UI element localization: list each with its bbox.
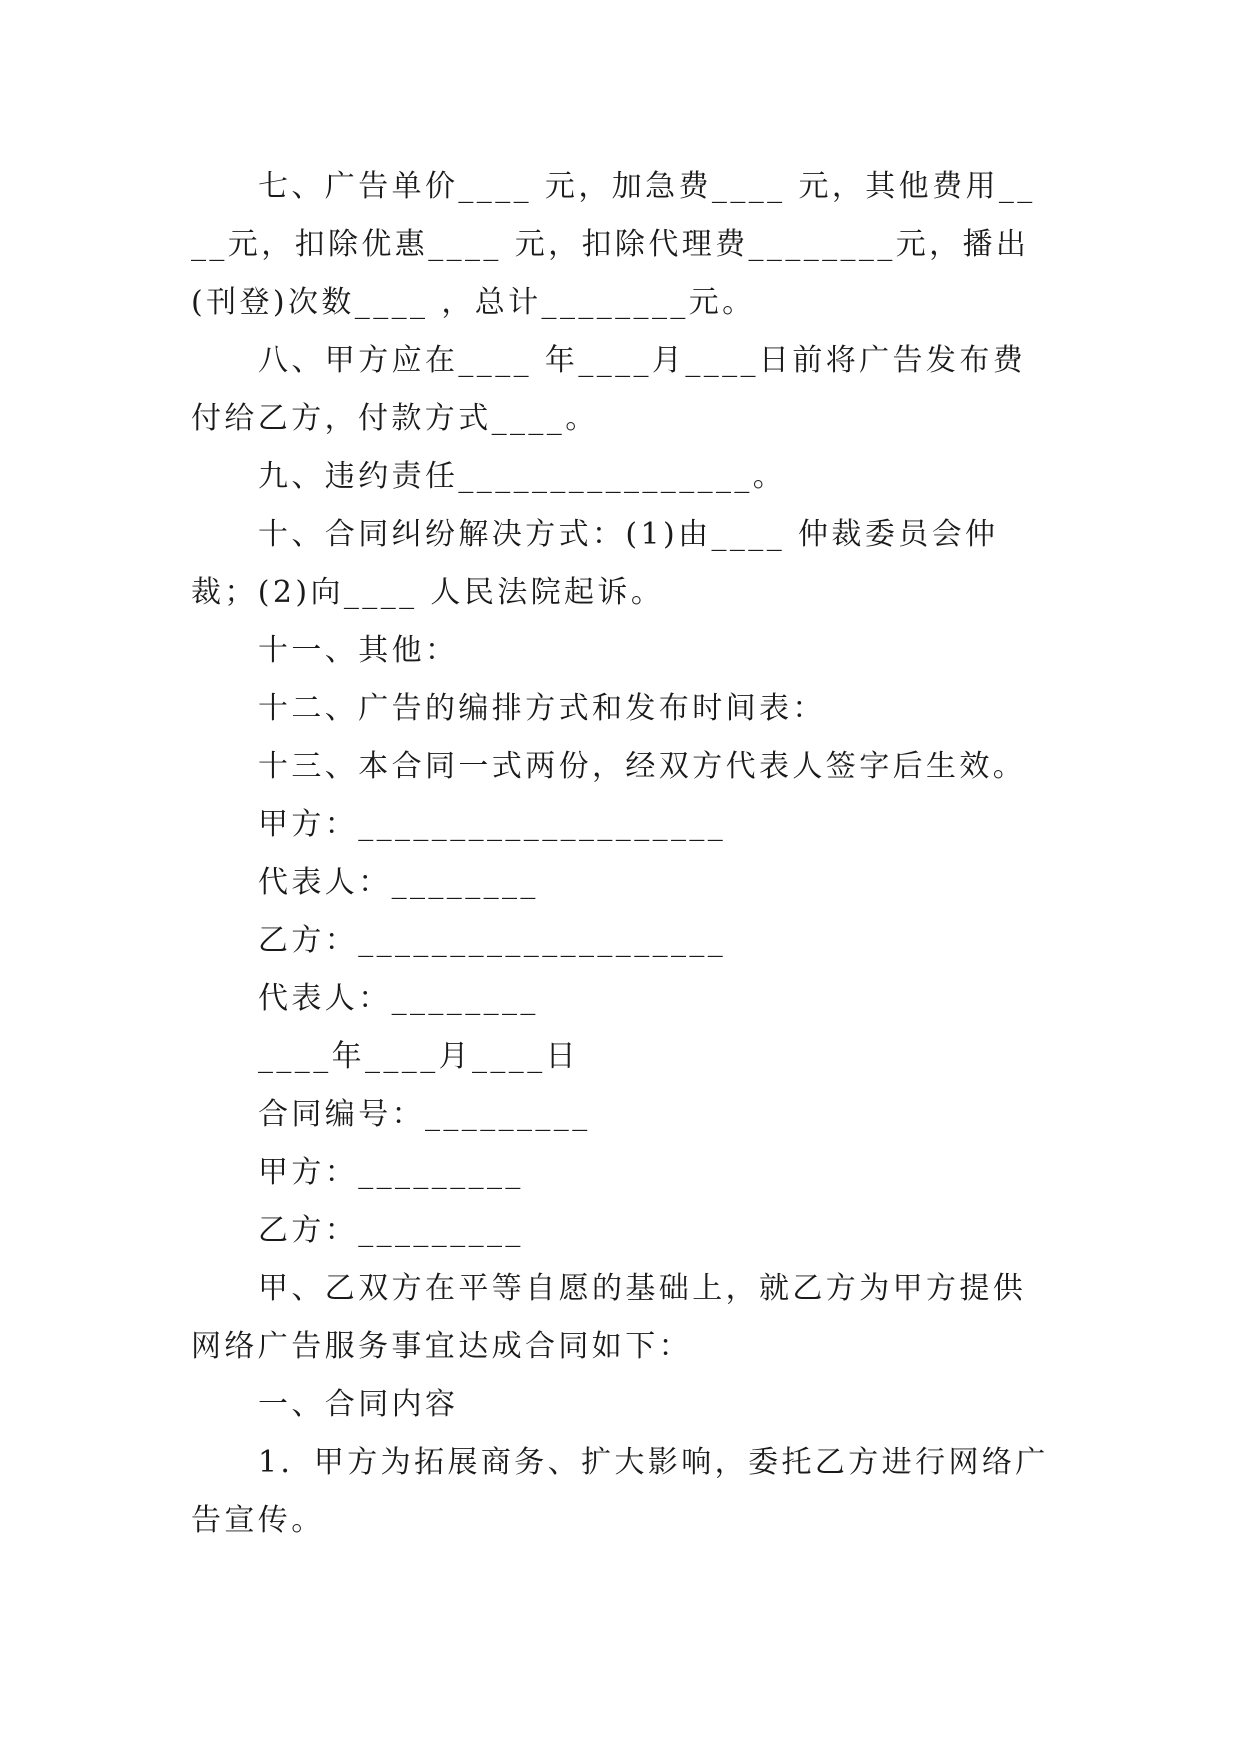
clause-8-payment: 八、甲方应在____ 年____月____日前将广告发布费付给乙方，付款方式____。 (191, 343, 1027, 436)
contract-text (191, 158, 1051, 1550)
clause-10-disputes: 十、合同纠纷解决方式：(1)由____ 仲裁委员会仲裁；(2)向____ 人民法院起诉。 (191, 517, 999, 610)
section-1-item-1: 1．甲方为拓展商务、扩大影响，委托乙方进行网络广告宣传。 (191, 1445, 1049, 1538)
second-party-b-line: 乙方：_________ (258, 1213, 524, 1248)
party-b-representative-line: 代表人：________ (258, 981, 539, 1016)
clause-11-other: 十一、其他： (258, 633, 459, 668)
party-a-line: 甲方：____________________ (258, 807, 727, 842)
party-b-line: 乙方：____________________ (258, 923, 727, 958)
contract-number-line: 合同编号：_________ (258, 1097, 591, 1132)
signing-date-line: ____年____月____日 (258, 1039, 579, 1074)
section-1-heading: 一、合同内容 (258, 1387, 459, 1422)
preamble: 甲、乙双方在平等自愿的基础上，就乙方为甲方提供网络广告服务事宜达成合同如下： (191, 1271, 1027, 1364)
clause-7-fees: 七、广告单价____ 元，加急费____ 元，其他费用____元，扣除优惠____ 元，扣除代理费________元，播出(刊登)次数____ ，总计________元。 (191, 169, 1036, 320)
clause-13-effect: 十三、本合同一式两份，经双方代表人签字后生效。 (258, 749, 1027, 784)
clause-12-schedule: 十二、广告的编排方式和发布时间表： (258, 691, 826, 726)
party-a-representative-line: 代表人：________ (258, 865, 539, 900)
second-party-a-line: 甲方：_________ (258, 1155, 524, 1190)
clause-9-liability: 九、违约责任________________。 (258, 459, 787, 494)
